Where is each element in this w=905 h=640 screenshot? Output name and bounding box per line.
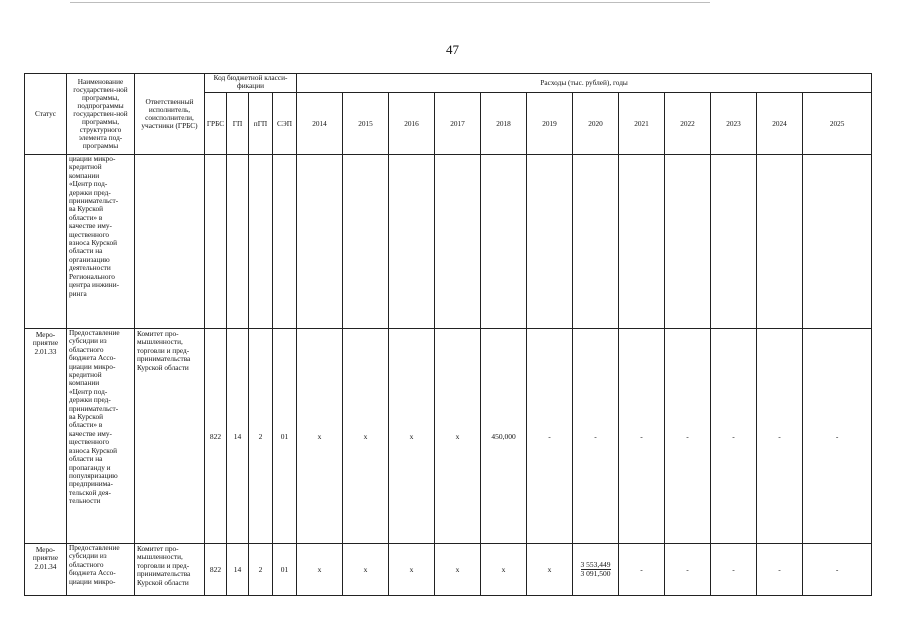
header-year-2023: 2023 — [711, 93, 757, 155]
header-status: Статус — [25, 74, 67, 155]
cell-2017: x — [435, 329, 481, 544]
row-status: Меро- приятие 2.01.34 — [25, 544, 67, 596]
cell-2015: x — [343, 329, 389, 544]
cell-2021: - — [619, 544, 665, 596]
row-status — [25, 155, 67, 329]
cell-grbs — [205, 155, 227, 329]
cell-2023: - — [711, 544, 757, 596]
cell-2022: - — [665, 329, 711, 544]
cell-2014: x — [297, 544, 343, 596]
header-year-2017: 2017 — [435, 93, 481, 155]
value-2020-old: 3 553,449 — [580, 559, 611, 569]
cell-2023: - — [711, 329, 757, 544]
cell-2022: - — [665, 544, 711, 596]
header-responsible: Ответственный исполнитель, соисполнители, участники (ГРБС) — [135, 74, 205, 155]
cell-2017: x — [435, 544, 481, 596]
table-row — [25, 155, 872, 329]
cell-2017 — [435, 155, 481, 329]
cell-gp: 14 — [227, 544, 249, 596]
header-year-2022: 2022 — [665, 93, 711, 155]
row-name: циации микро- кредитной компании «Центр под- держки пред- принимательст- ва Курской области» в качестве иму- щественного взноса Курской области на организацию деятельности Регионального центра инжини- ринга — [67, 155, 135, 329]
cell-gp — [227, 155, 249, 329]
row-name: Предоставление субсидии из областного бюджета Ассо- циации микро- — [67, 544, 135, 596]
cell-2019: - — [527, 329, 573, 544]
cell-2020: - — [573, 329, 619, 544]
cell-2024: - — [757, 329, 803, 544]
header-year-2024: 2024 — [757, 93, 803, 155]
header-year-2016: 2016 — [389, 93, 435, 155]
cell-pgp: 2 — [249, 544, 273, 596]
cell-2018 — [481, 155, 527, 329]
row-status: Меро- приятие 2.01.33 — [25, 329, 67, 544]
header-year-2018: 2018 — [481, 93, 527, 155]
cell-2015 — [343, 155, 389, 329]
split-value — [581, 561, 611, 579]
header-gp: ГП — [227, 93, 249, 155]
header-name: Наименование государствен-ной программы, подпрограммы государствен-ной программы, структурного элемента под-программы — [67, 74, 135, 155]
header-budget-code: Код бюджетной класси-фикации — [205, 74, 297, 93]
cell-sep: 01 — [273, 544, 297, 596]
cell-grbs: 822 — [205, 329, 227, 544]
cell-2016 — [389, 155, 435, 329]
header-year-2014: 2014 — [297, 93, 343, 155]
cell-2025 — [803, 155, 872, 329]
cell-2025: - — [803, 544, 872, 596]
cell-2018: 450,000 — [481, 329, 527, 544]
cell-gp: 14 — [227, 329, 249, 544]
cell-2020 — [573, 544, 619, 596]
cell-sep — [273, 155, 297, 329]
cell-2025: - — [803, 329, 872, 544]
row-responsible: Комитет про- мышленности, торговли и пред- принимательства Курской области — [135, 544, 205, 596]
header-year-2015: 2015 — [343, 93, 389, 155]
header-year-2019: 2019 — [527, 93, 573, 155]
cell-sep: 01 — [273, 329, 297, 544]
row-responsible — [135, 155, 205, 329]
header-year-2020: 2020 — [573, 93, 619, 155]
cell-2016: x — [389, 544, 435, 596]
cell-pgp — [249, 155, 273, 329]
cell-2021 — [619, 155, 665, 329]
row-name: Предоставление субсидии из областного бюджета Ассо- циации микро- кредитной компании «Центр под- держки пред- принимательст- ва Курской области» в качестве иму- щественного взноса Курской области на пропаганду и популяризацию предпринима- тельской дея- тельности — [67, 329, 135, 544]
row-responsible: Комитет про- мышленности, торговли и пред- принимательства Курской области — [135, 329, 205, 544]
cell-2020 — [573, 155, 619, 329]
cell-2018: x — [481, 544, 527, 596]
cell-2024 — [757, 155, 803, 329]
value-2020-new: 3 091,500 — [580, 569, 611, 578]
header-expenses: Расходы (тыс. рублей), годы — [297, 74, 872, 93]
top-rule — [70, 2, 710, 3]
table-row — [25, 329, 872, 544]
cell-2015: x — [343, 544, 389, 596]
cell-2021: - — [619, 329, 665, 544]
cell-2022 — [665, 155, 711, 329]
expenses-table — [24, 73, 872, 596]
header-pgp: пГП — [249, 93, 273, 155]
header-row-1 — [25, 74, 872, 93]
header-year-2021: 2021 — [619, 93, 665, 155]
header-sep: СЭП — [273, 93, 297, 155]
cell-2014: x — [297, 329, 343, 544]
page-number: 47 — [446, 42, 459, 57]
cell-2016: x — [389, 329, 435, 544]
header-grbs: ГРБС — [205, 93, 227, 155]
cell-2019 — [527, 155, 573, 329]
header-year-2025: 2025 — [803, 93, 872, 155]
cell-2024: - — [757, 544, 803, 596]
cell-pgp: 2 — [249, 329, 273, 544]
table-row — [25, 544, 872, 596]
cell-2019: x — [527, 544, 573, 596]
cell-2014 — [297, 155, 343, 329]
cell-2023 — [711, 155, 757, 329]
cell-grbs: 822 — [205, 544, 227, 596]
